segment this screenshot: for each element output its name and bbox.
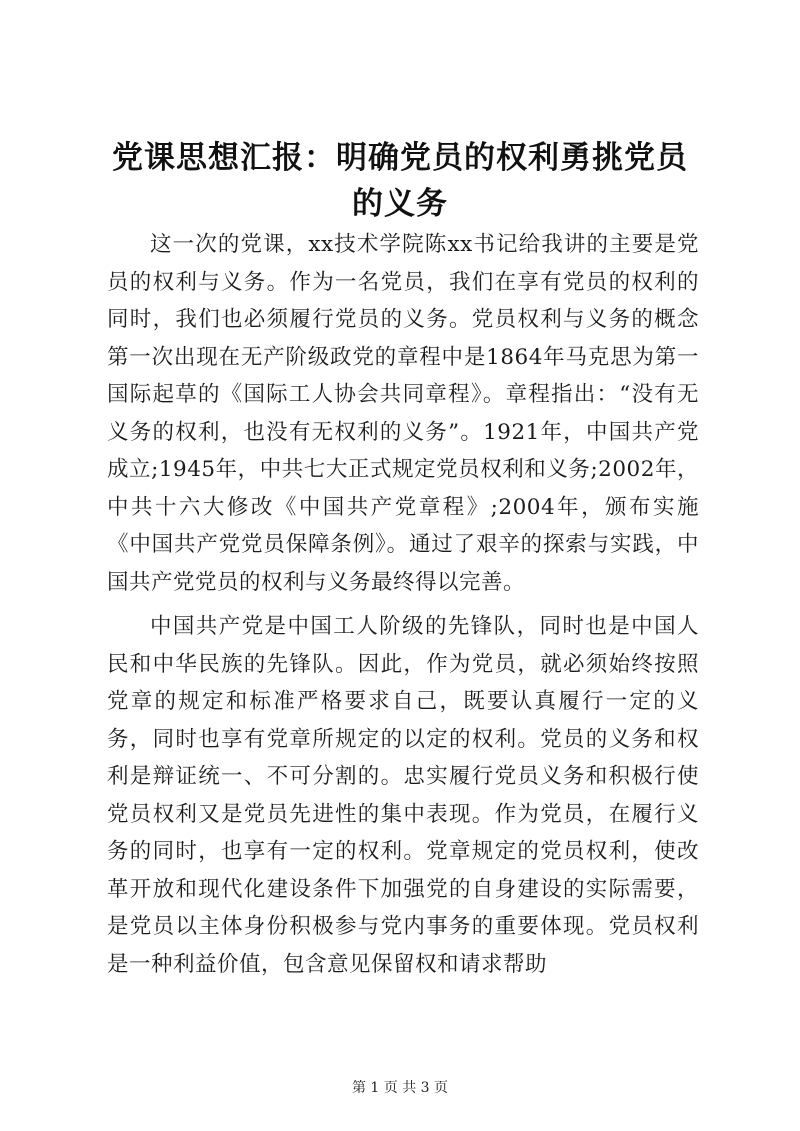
- document-title: 党课思想汇报：明确党员的权利勇挑党员的义务: [112, 140, 688, 222]
- paragraph-1: 这一次的党课，xx技术学院陈xx书记给我讲的主要是党员的权利与义务。作为一名党员，我们在享有党员的权利的同时，我们也必须履行党员的义务。党员权利与义务的概念第一次出现在无产阶级政党的章程中是1864年马克思为第一国际起草的《国际工人协会共同章程》。章程指出：“没有无义务的权利，也没有无权利的义务”。1921年，中国共产党成立;1945年，中共七大正式规定党员权利和义务;2002年，中共十六大修改《中国共产党章程》;2004年，颁布实施《中国共产党党员保障条例》。通过了艰辛的探索与实践，中国共产党党员的权利与义务最终得以完善。: [107, 232, 699, 595]
- paragraph-2: 中国共产党是中国工人阶级的先锋队，同时也是中国人民和中华民族的先锋队。因此，作为党员，就必须始终按照党章的规定和标准严格要求自己，既要认真履行一定的义务，同时也享有党章所规定的以定的权利。党员的义务和权利是辩证统一、不可分割的。忠实履行党员义务和积极行使党员权利又是党员先进性的集中表现。作为党员，在履行义务的同时，也享有一定的权利。党章规定的党员权利，使改革开放和现代化建设条件下加强党的自身建设的实际需要，是党员以主体身份积极参与党内事务的重要体现。党员权利是一种利益价值，包含意见保留权和请求帮助: [107, 614, 699, 977]
- page-number-footer: 第 1 页 共 3 页: [351, 1080, 449, 1096]
- document-body: [107, 226, 699, 990]
